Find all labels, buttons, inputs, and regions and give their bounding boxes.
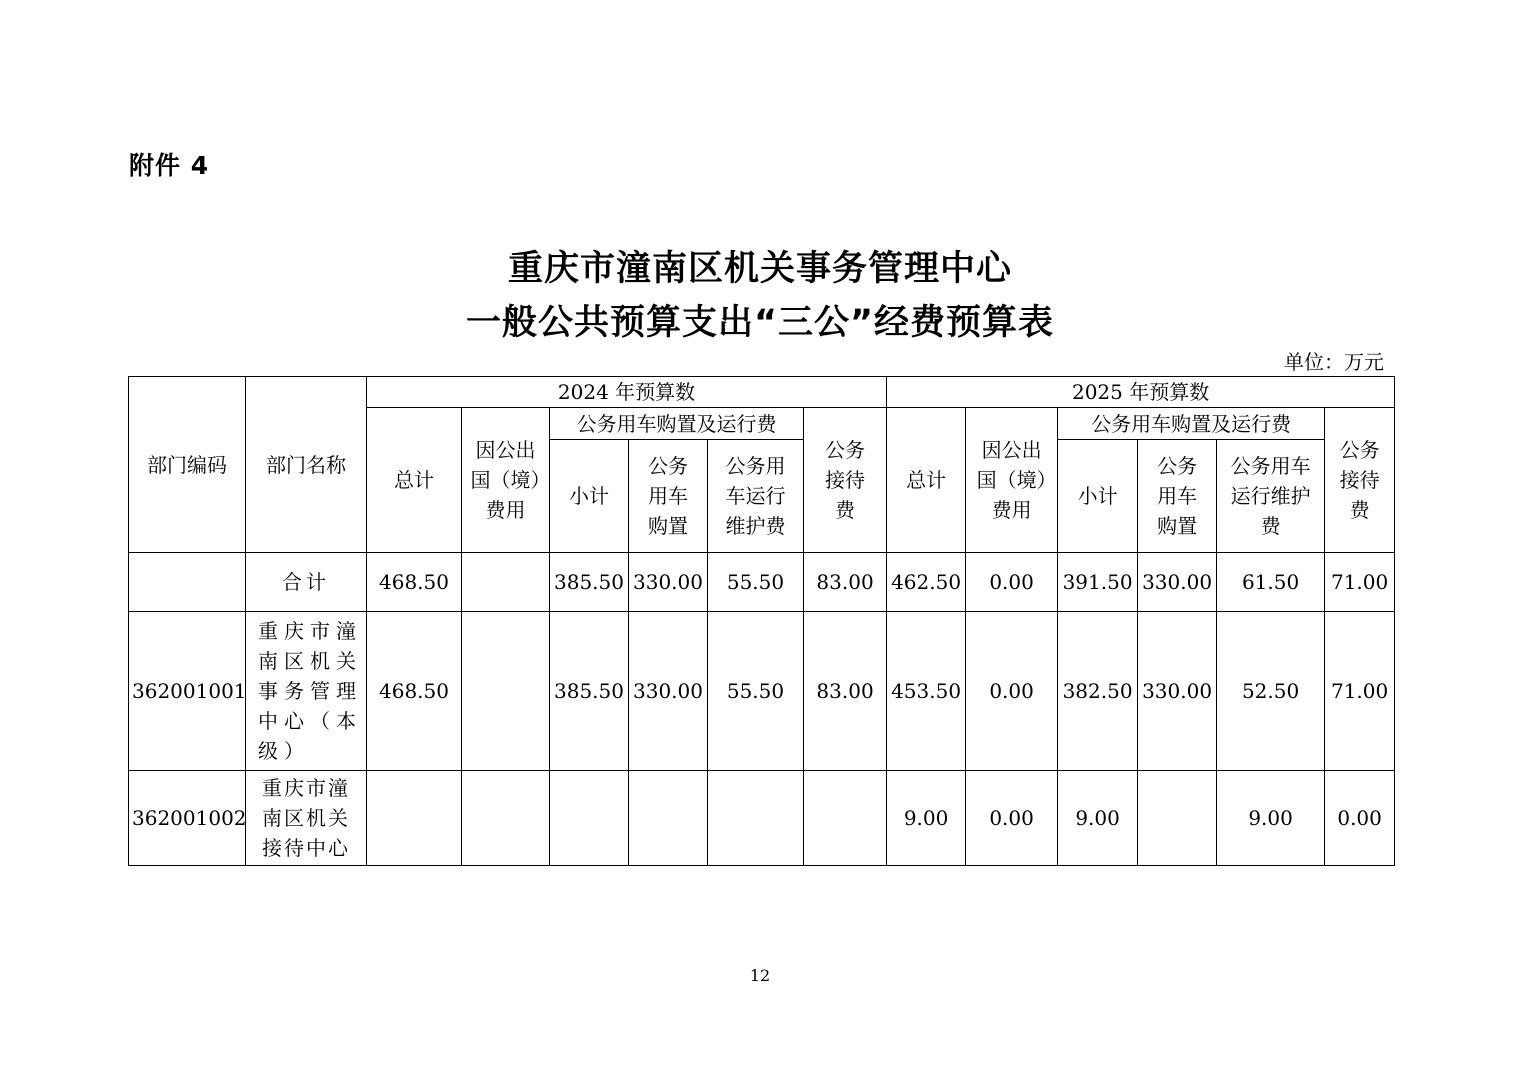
purchase-2024-cell: 330.00 [629, 612, 708, 771]
subtotal-2025-cell: 391.50 [1058, 553, 1138, 612]
header-running-2024: 公务用车运行维护费 [708, 440, 804, 553]
purchase-2024-cell: 330.00 [629, 553, 708, 612]
purchase-2025-cell: 330.00 [1138, 553, 1217, 612]
abroad-2025-cell: 0.00 [966, 612, 1058, 771]
dept-code-cell: 362001002 [129, 771, 246, 866]
purchase-2025-cell [1138, 771, 1217, 866]
reception-2024-cell: 83.00 [804, 612, 887, 771]
total-2024-cell: 468.50 [367, 553, 462, 612]
header-vehicle-group-2025: 公务用车购置及运行费 [1058, 408, 1325, 440]
abroad-2025-cell: 0.00 [966, 553, 1058, 612]
subtotal-2025-cell: 382.50 [1058, 612, 1138, 771]
header-year-2025: 2025 年预算数 [887, 377, 1395, 408]
attachment-label: 附件 4 [129, 151, 210, 180]
abroad-2024-cell [462, 771, 550, 866]
total-2024-cell [367, 771, 462, 866]
abroad-2025-cell: 0.00 [966, 771, 1058, 866]
header-year-2024: 2024 年预算数 [367, 377, 887, 408]
header-subtotal-2025: 小计 [1058, 440, 1138, 553]
dept-name-cell: 重庆市潼南区机关接待中心 [246, 771, 367, 866]
header-dept-name: 部门名称 [246, 377, 367, 553]
running-2024-cell: 55.50 [708, 553, 804, 612]
header-abroad-2025: 因公出国（境）费用 [966, 408, 1058, 553]
reception-2025-cell: 0.00 [1325, 771, 1395, 866]
header-purchase-2025: 公务用车购置 [1138, 440, 1217, 553]
total-2025-cell: 453.50 [887, 612, 966, 771]
header-vehicle-group-2024: 公务用车购置及运行费 [550, 408, 804, 440]
header-reception-2025: 公务接待费 [1325, 408, 1395, 553]
total-2025-cell: 462.50 [887, 553, 966, 612]
subtotal-2024-cell: 385.50 [550, 612, 629, 771]
page-number: 12 [749, 966, 771, 985]
reception-2024-cell [804, 771, 887, 866]
running-2024-cell: 55.50 [708, 612, 804, 771]
header-total-2024: 总计 [367, 408, 462, 553]
dept-name-cell: 合计 [246, 553, 367, 612]
dept-code-cell: 362001001 [129, 612, 246, 771]
document-title: 重庆市潼南区机关事务管理中心 [507, 249, 1012, 289]
header-subtotal-2024: 小计 [550, 440, 629, 553]
dept-name-cell: 重庆市潼南区机关事务管理中心（本级） [246, 612, 367, 771]
purchase-2024-cell [629, 771, 708, 866]
header-dept-code: 部门编码 [129, 377, 246, 553]
header-reception-2024: 公务接待费 [804, 408, 887, 553]
unit-label: 单位：万元 [1284, 350, 1384, 374]
header-total-2025: 总计 [887, 408, 966, 553]
abroad-2024-cell [462, 612, 550, 771]
total-2024-cell: 468.50 [367, 612, 462, 771]
header-purchase-2024: 公务用车购置 [629, 440, 708, 553]
table-row [129, 612, 1395, 771]
document-subtitle: 一般公共预算支出“三公”经费预算表 [465, 303, 1054, 343]
dept-code-cell [129, 553, 246, 612]
header-running-2025: 公务用车运行维护费 [1217, 440, 1325, 553]
subtotal-2024-cell: 385.50 [550, 553, 629, 612]
reception-2024-cell: 83.00 [804, 553, 887, 612]
budget-table [128, 376, 1395, 866]
table-row [129, 553, 1395, 612]
abroad-2024-cell [462, 553, 550, 612]
header-row-years [129, 377, 1395, 408]
running-2025-cell: 9.00 [1217, 771, 1325, 866]
purchase-2025-cell: 330.00 [1138, 612, 1217, 771]
running-2025-cell: 61.50 [1217, 553, 1325, 612]
subtotal-2025-cell: 9.00 [1058, 771, 1138, 866]
reception-2025-cell: 71.00 [1325, 553, 1395, 612]
subtotal-2024-cell [550, 771, 629, 866]
total-2025-cell: 9.00 [887, 771, 966, 866]
running-2025-cell: 52.50 [1217, 612, 1325, 771]
header-abroad-2024: 因公出国（境）费用 [462, 408, 550, 553]
running-2024-cell [708, 771, 804, 866]
table-row [129, 771, 1395, 866]
reception-2025-cell: 71.00 [1325, 612, 1395, 771]
